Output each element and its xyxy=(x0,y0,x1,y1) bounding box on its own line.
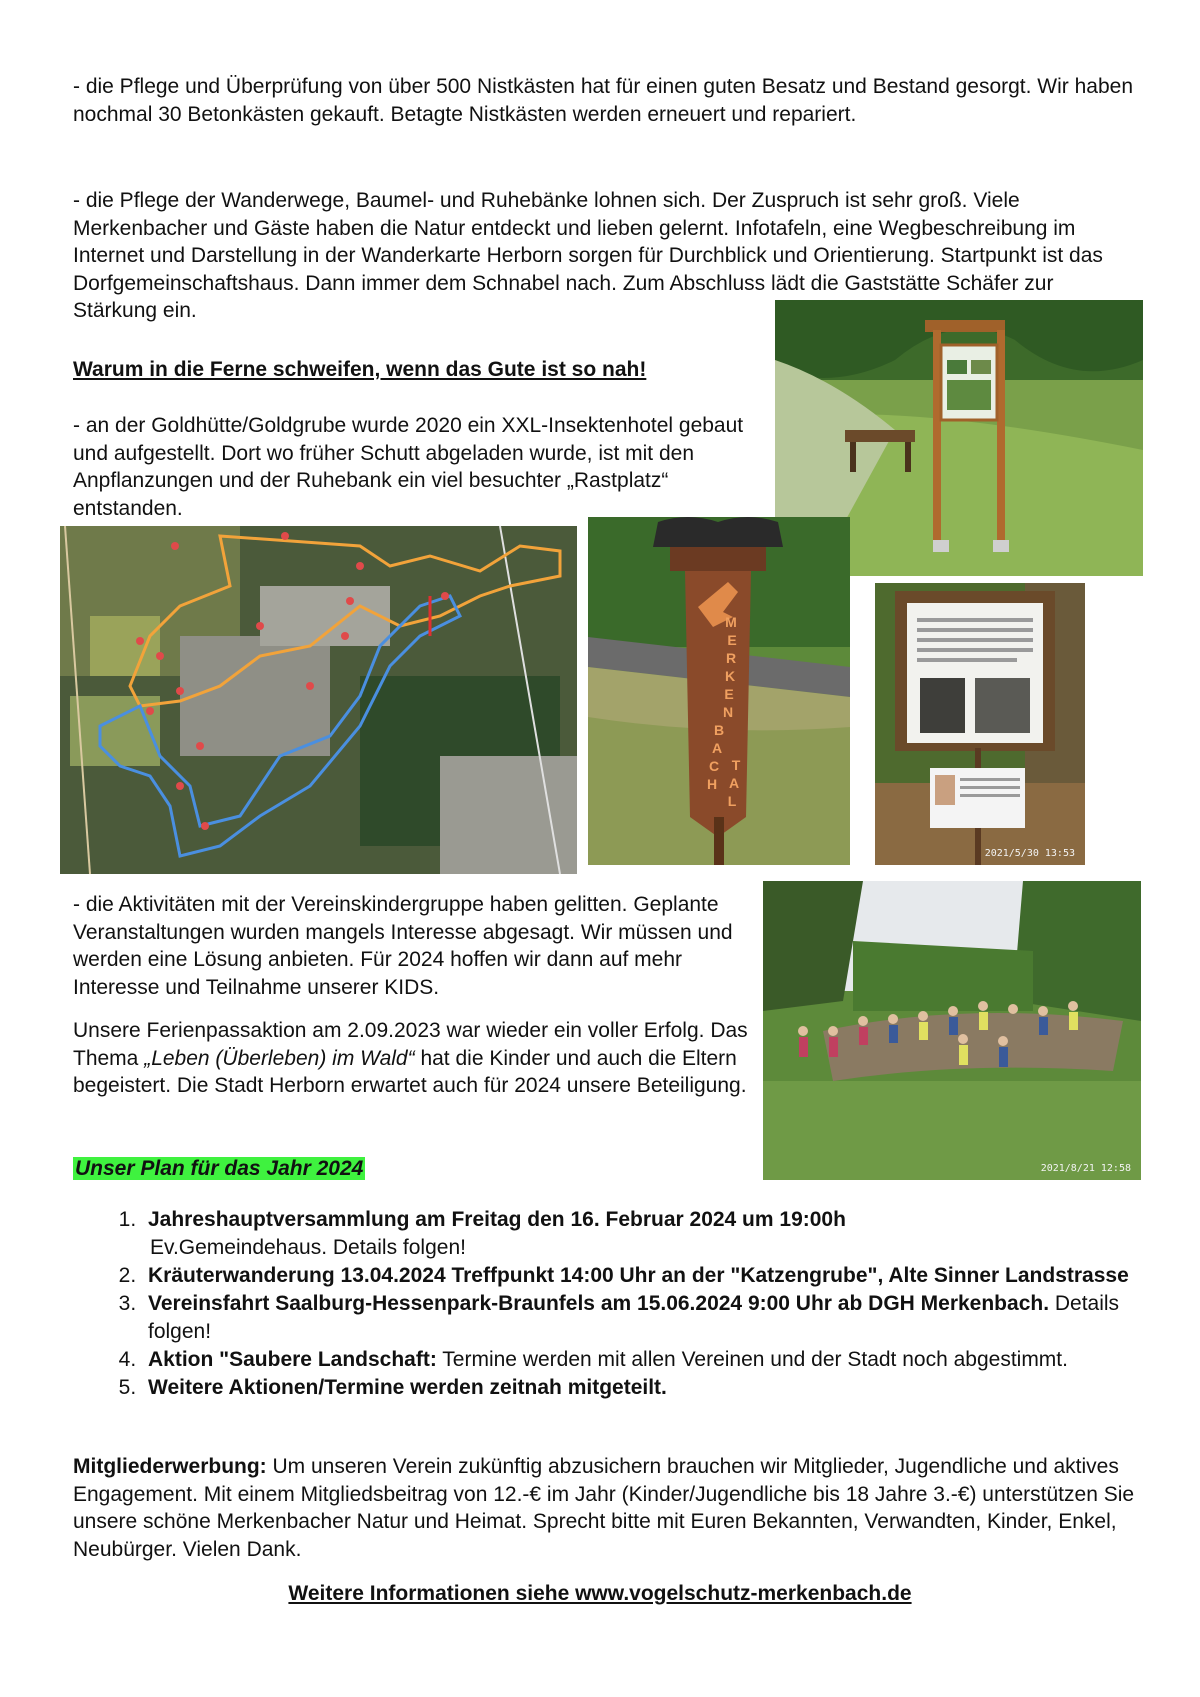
photo-trail-map xyxy=(60,526,577,874)
plan-item-detail: Termine werden mit allen Vereinen und der Stadt noch abgestimmt. xyxy=(436,1348,1068,1371)
svg-text:MERKENBACH: M E R K E N B A C H xyxy=(706,614,737,792)
section-heading: Warum in die Ferne schweifen, wenn das Gute ist so nah! xyxy=(73,358,647,381)
plan-item-title: Jahreshauptversammlung am Freitag den 16. Februar 2024 um 19:00h xyxy=(148,1208,846,1231)
paragraph-nistkaesten: - die Pflege und Überprüfung von über 500 Nistkästen hat für einen guten Besatz und Bestand gesorgt. Wir haben nochmal 30 Betonkästen gekauft. Betagte Nistkästen werden erneuert und repariert. xyxy=(73,75,1134,126)
plan-item xyxy=(142,1206,1162,1262)
plan-item-title: Aktion "Saubere Landschaft: xyxy=(148,1348,437,1371)
photo-display-case xyxy=(875,583,1085,865)
membership-text: Um unseren Verein zukünftig abzusichern brauchen wir Mitglieder, Jugendliche und aktives Engagement. Mit einem Mitgliedsbeitrag von 12.-€ im Jahr (Kinder/Jugendliche bis 18 Jahre 3.-€) unterstützen Sie unsere schöne Merkenbacher Natur und Heimat. Sprecht bitte mit Euren Bekannten, Verwandten, Kinder, Enkel, Neubürger. Vielen Dank. xyxy=(73,1455,1135,1561)
plan-item-detail: Ev.Gemeindehaus. Details folgen! xyxy=(150,1236,466,1259)
membership-label: Mitgliederwerbung: xyxy=(73,1455,267,1478)
ferienpass-text-start: Unsere Ferienpassaktion am 2.09.2023 war wieder ein voller Erfolg. Das Thema xyxy=(73,1019,748,1070)
plan-list xyxy=(110,1206,1162,1402)
plan-item xyxy=(142,1262,1162,1290)
plan-heading xyxy=(73,1155,365,1183)
paragraph-wanderwege: - die Pflege der Wanderwege, Baumel- und Ruhebänke lohnen sich. Der Zuspruch ist sehr groß. Viele Merkenbacher und Gäste haben die Natur entdeckt und lieben gelernt. Infotafeln, eine Wegbeschreibung im Internet und Darstellung in der Wanderkarte Herborn sorgen für Durchblick und Orientierung. Startpunkt ist das Dorfgemeinschaftshaus. Dann immer dem Schnabel nach. Zum Abschluss lädt die Gaststätte Schäfer zur Stärkung ein. xyxy=(73,189,1103,322)
footer-link[interactable]: Weitere Informationen siehe www.vogelschutz-merkenbach.de xyxy=(288,1582,912,1605)
photo-merkenbach-sign xyxy=(588,517,850,865)
photo-timestamp: 2021/8/21 12:58 xyxy=(1040,1163,1131,1174)
ferienpass-text-end: hat die Kinder und auch die Eltern begeistert. Die Stadt Herborn erwartet auch für 2024 unsere Beteiligung. xyxy=(73,1046,747,1097)
plan-item xyxy=(142,1346,1162,1374)
ferienpass-theme: „Leben (Überleben) im Wald“ xyxy=(144,1046,415,1070)
plan-item xyxy=(142,1290,1162,1346)
plan-item-title: Kräuterwanderung 13.04.2024 Treffpunkt 14:00 Uhr an der "Katzengrube", Alte Sinner Landstrasse xyxy=(148,1264,1129,1287)
plan-heading-highlight: Unser Plan für das Jahr 2024 xyxy=(75,1157,364,1180)
plan-item-title: Weitere Aktionen/Termine werden zeitnah mitgeteilt. xyxy=(148,1376,667,1399)
paragraph-ferienpass xyxy=(73,1017,773,1100)
plan-item xyxy=(142,1374,1162,1402)
plan-item-title: Vereinsfahrt Saalburg-Hessenpark-Braunfels am 15.06.2024 9:00 Uhr ab DGH Merkenbach. xyxy=(148,1292,1050,1315)
photo-timestamp: 2021/5/30 13:53 xyxy=(984,848,1075,859)
paragraph-membership xyxy=(73,1453,1143,1563)
paragraph-kindergruppe: - die Aktivitäten mit der Vereinskindergruppe haben gelitten. Geplante Veranstaltungen wurden mangels Interesse abgesagt. Wir müssen und werden eine Lösung anbieten. Für 2024 hoffen wir dann auf mehr Interesse und Teilnahme unserer KIDS. xyxy=(73,893,733,999)
photo-children-group xyxy=(763,881,1141,1180)
svg-text:TAL: T A L xyxy=(727,757,741,809)
paragraph-insektenhotel: - an der Goldhütte/Goldgrube wurde 2020 ein XXL-Insektenhotel gebaut und aufgestellt. Dort wo früher Schutt abgeladen wurde, ist mit den Anpflanzungen und der Ruhebank ein viel besuchter „Rastplatz“ entstanden. xyxy=(73,414,744,520)
plan-item-detail: Details folgen! xyxy=(148,1292,1120,1343)
